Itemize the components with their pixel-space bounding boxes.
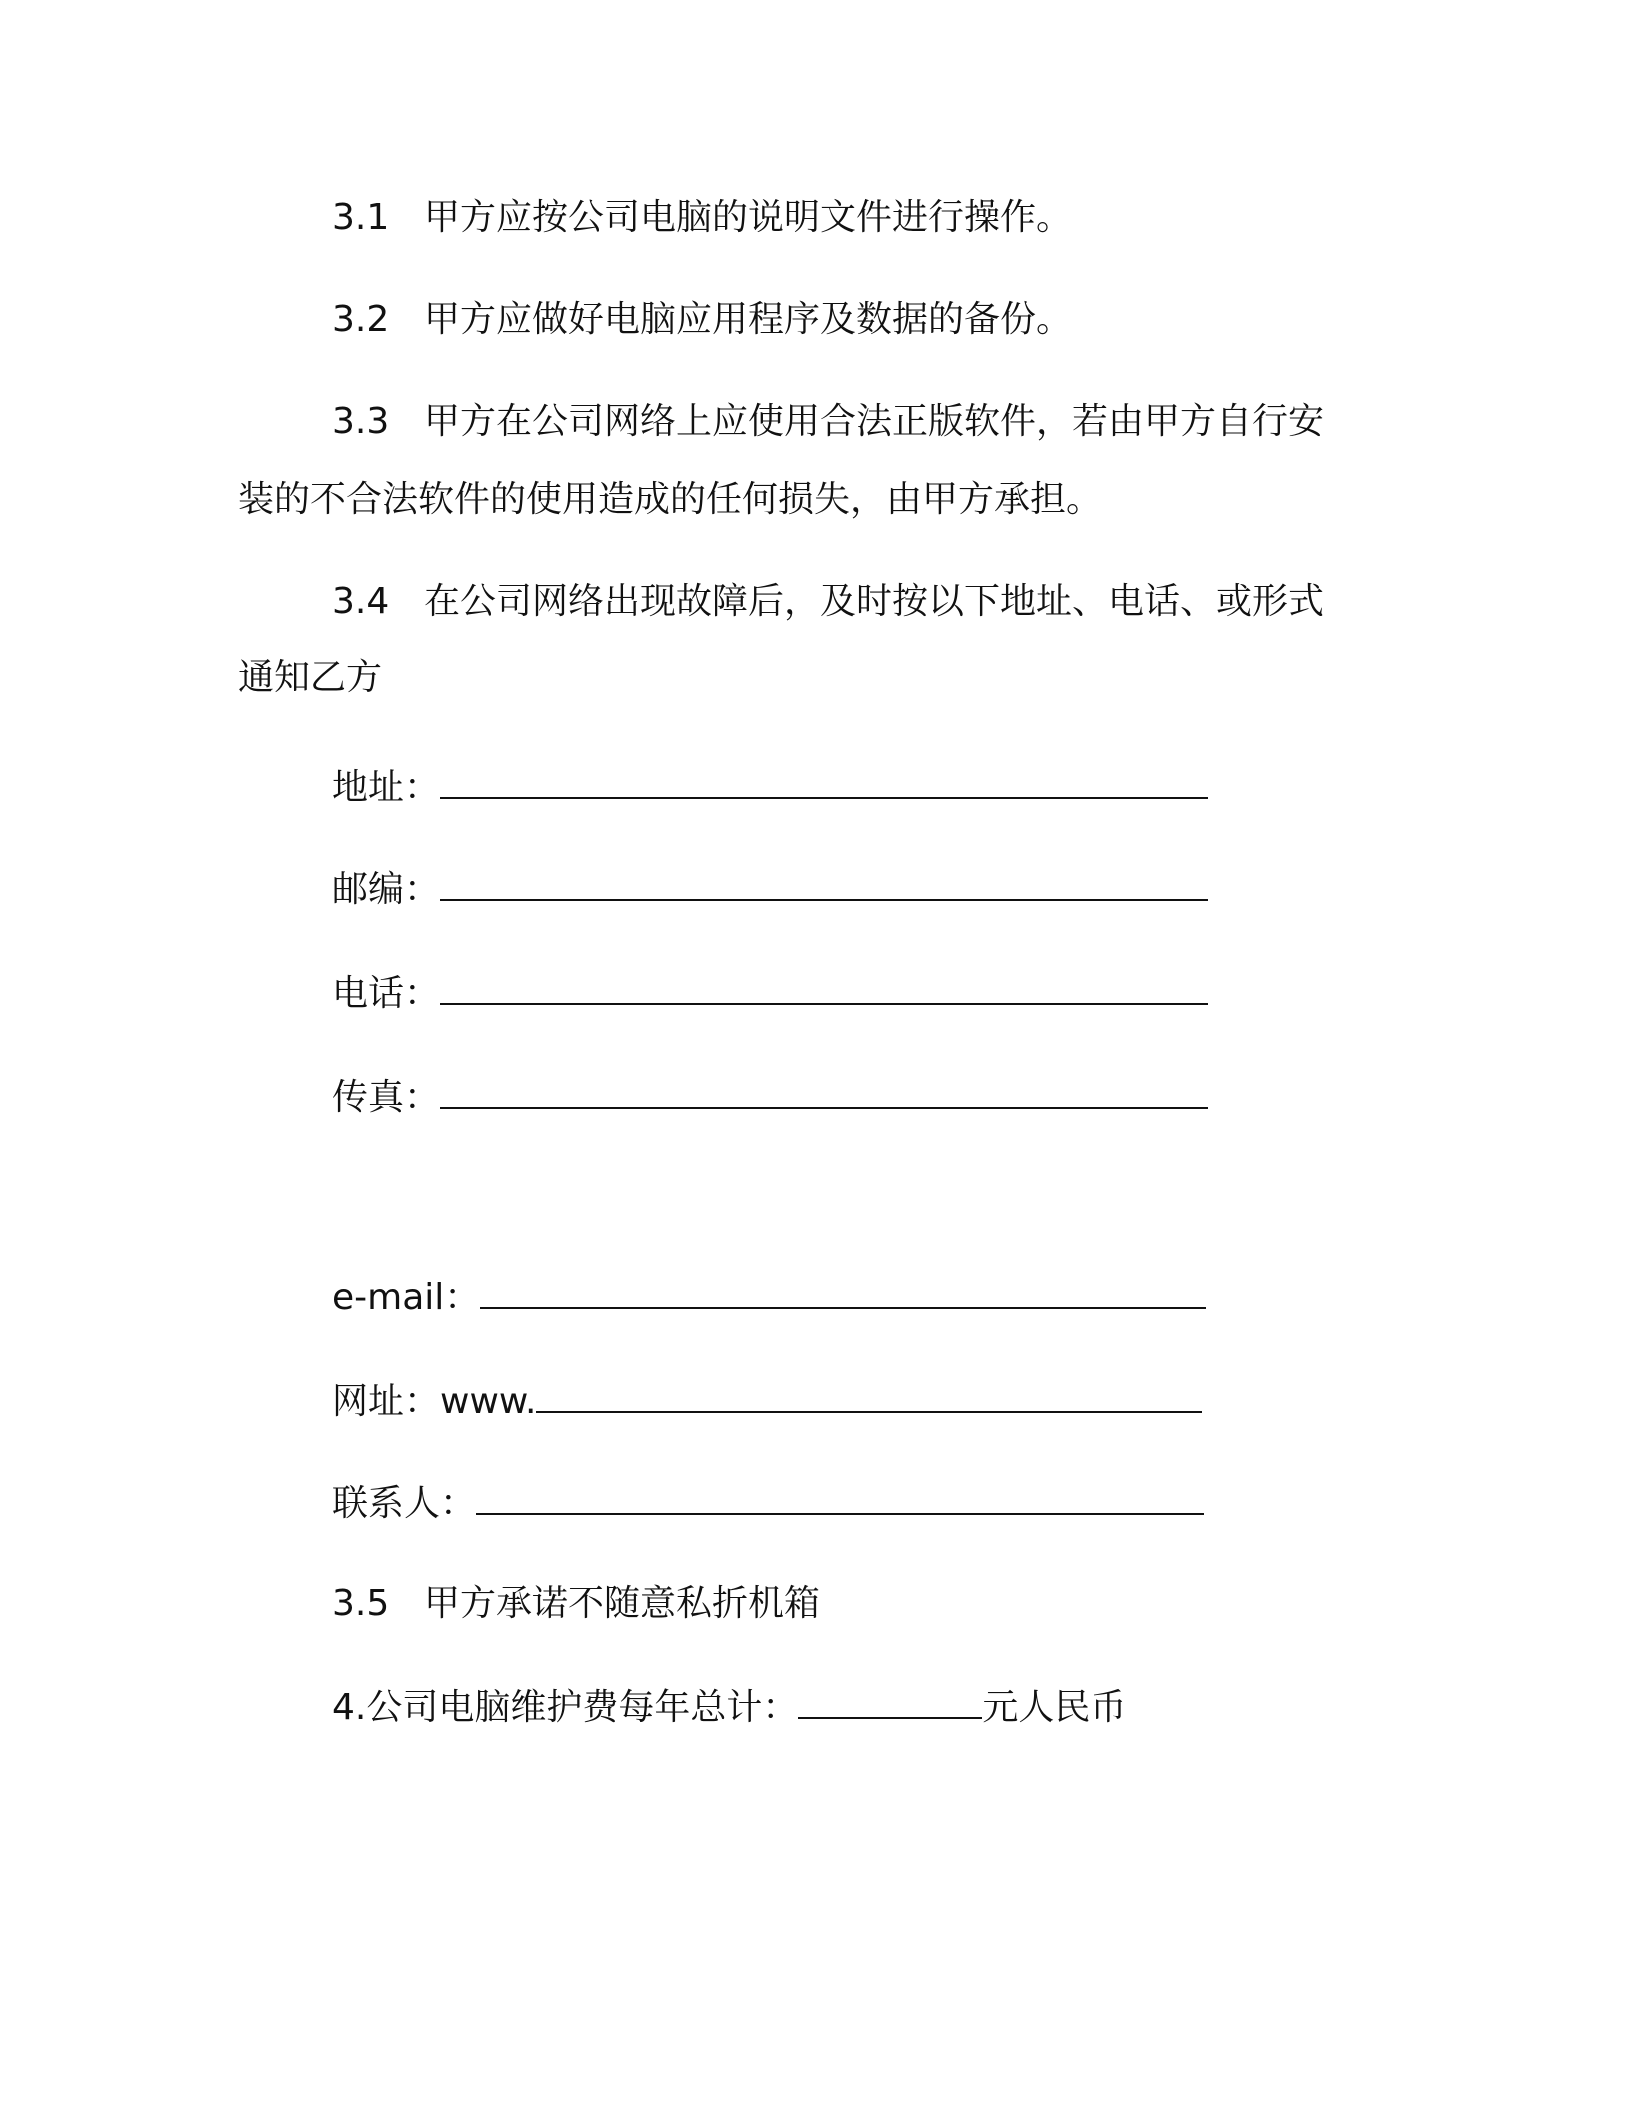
clause-number: 3.5 <box>332 1583 390 1624</box>
address-field <box>332 762 1208 814</box>
clause-3-3-continued <box>238 474 1102 526</box>
field-label: 地址： <box>332 767 441 808</box>
clause-number: 3.2 <box>332 299 390 340</box>
field-label: 网址：www. <box>332 1381 537 1422</box>
fee-amount-blank[interactable] <box>798 1683 982 1719</box>
clause-3-3 <box>332 396 1324 448</box>
field-label: 联系人： <box>332 1483 477 1524</box>
clause-3-4 <box>332 576 1324 628</box>
postcode-blank[interactable] <box>440 865 1208 901</box>
field-label: 电话： <box>332 973 441 1014</box>
clause-number: 3.3 <box>332 401 390 442</box>
clause-number: 3.4 <box>332 581 390 622</box>
phone-blank[interactable] <box>440 969 1208 1005</box>
email-blank[interactable] <box>480 1273 1206 1309</box>
contact-person-blank[interactable] <box>476 1479 1204 1515</box>
clause-text: 通知乙方 <box>238 657 383 698</box>
phone-field <box>332 968 1208 1020</box>
clause-text: 甲方在公司网络上应使用合法正版软件，若由甲方自行安 <box>424 401 1325 442</box>
clause-3-5 <box>332 1578 820 1630</box>
clause-3-1 <box>332 192 1072 244</box>
fee-unit: 元人民币 <box>982 1687 1127 1728</box>
clause-text: 在公司网络出现故障后，及时按以下地址、电话、或形式 <box>424 581 1325 622</box>
clause-text: 甲方应做好电脑应用程序及数据的备份。 <box>424 299 1073 340</box>
fax-field <box>332 1072 1208 1124</box>
clause-3-2 <box>332 294 1072 346</box>
website-field <box>332 1376 1202 1428</box>
fee-label: 4.公司电脑维护费每年总计： <box>332 1687 799 1728</box>
clause-number: 3.1 <box>332 197 390 238</box>
clause-text: 甲方承诺不随意私折机箱 <box>424 1583 821 1624</box>
email-field <box>332 1272 1206 1324</box>
clause-text: 甲方应按公司电脑的说明文件进行操作。 <box>424 197 1073 238</box>
field-label: 传真： <box>332 1077 441 1118</box>
field-label: e-mail： <box>332 1277 481 1318</box>
clause-text: 装的不合法软件的使用造成的任何损失，由甲方承担。 <box>238 479 1103 520</box>
field-label: 邮编： <box>332 869 441 910</box>
postcode-field <box>332 864 1208 916</box>
fax-blank[interactable] <box>440 1073 1208 1109</box>
clause-3-4-continued <box>238 652 382 704</box>
website-blank[interactable] <box>536 1377 1202 1413</box>
contact-person-field <box>332 1478 1204 1530</box>
maintenance-fee-line <box>332 1682 1126 1734</box>
address-blank[interactable] <box>440 763 1208 799</box>
